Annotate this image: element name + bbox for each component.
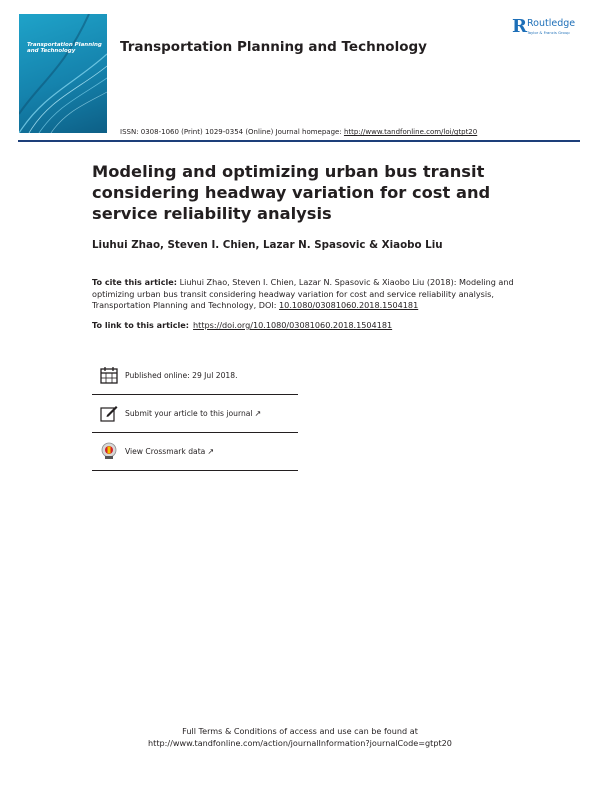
journal-homepage-link[interactable]: http://www.tandfonline.com/loi/gtpt20 (343, 128, 478, 136)
cite-doi-link[interactable]: 10.1080/03081060.2018.1504181 (279, 300, 419, 310)
cover-road-graphic (19, 14, 107, 133)
article-info-list (92, 357, 298, 471)
header-divider (18, 140, 580, 142)
article-authors: Liuhui Zhao, Steven I. Chien, Lazar N. Spasovic & Xiaobo Liu (92, 239, 443, 251)
link-label: To link to this article: (92, 320, 190, 330)
submit-article-row[interactable] (92, 395, 298, 433)
submit-article-label: Submit your article to this journal (125, 409, 253, 418)
cite-text: Liuhui Zhao, Steven I. Chien, Lazar N. Spasovic & Xiaobo Liu (2018): Modeling and optimizing urban bus transit considering headway variation for cost and service reliability analysis, Transportation Planning and Technology, DOI: (92, 277, 514, 310)
footer-line-1: Full Terms & Conditions of access and use can be found at (182, 726, 418, 736)
article-link-line (92, 320, 392, 330)
journal-name[interactable]: Transportation Planning and Technology (120, 39, 427, 55)
external-link-icon: ↗ (254, 409, 262, 418)
issn-text: ISSN: 0308-1060 (Print) 1029-0354 (Online) Journal homepage: (120, 128, 344, 136)
routledge-r-icon: R (512, 16, 527, 37)
publisher-logo (512, 16, 584, 42)
submit-article-link[interactable] (125, 409, 261, 418)
cite-label: To cite this article: (92, 277, 178, 287)
publisher-name: Routledge (527, 18, 576, 29)
footer-terms (0, 726, 600, 749)
crossmark-label: View Crossmark data (125, 447, 206, 456)
crossmark-icon (100, 442, 118, 460)
published-row (92, 357, 298, 395)
crossmark-link[interactable] (125, 447, 214, 456)
crossmark-row[interactable] (92, 433, 298, 471)
article-title: Modeling and optimizing urban bus transit considering headway variation for cost and service reliability analysis (92, 162, 491, 223)
article-doi-link[interactable]: https://doi.org/10.1080/03081060.2018.1504181 (193, 320, 393, 330)
publisher-tagline: Taylor & Francis Group (527, 30, 570, 35)
cover-title: Transportation Planning and Technology (27, 42, 102, 54)
calendar-icon (100, 366, 118, 384)
published-date: Published online: 29 Jul 2018. (125, 371, 238, 380)
footer-terms-link[interactable]: http://www.tandfonline.com/action/journalInformation?journalCode=gtpt20 (148, 737, 452, 748)
external-link-icon: ↗ (207, 447, 215, 456)
journal-cover-image (19, 14, 107, 133)
issn-line (120, 128, 477, 136)
edit-icon (100, 404, 118, 422)
citation-block (92, 277, 552, 312)
